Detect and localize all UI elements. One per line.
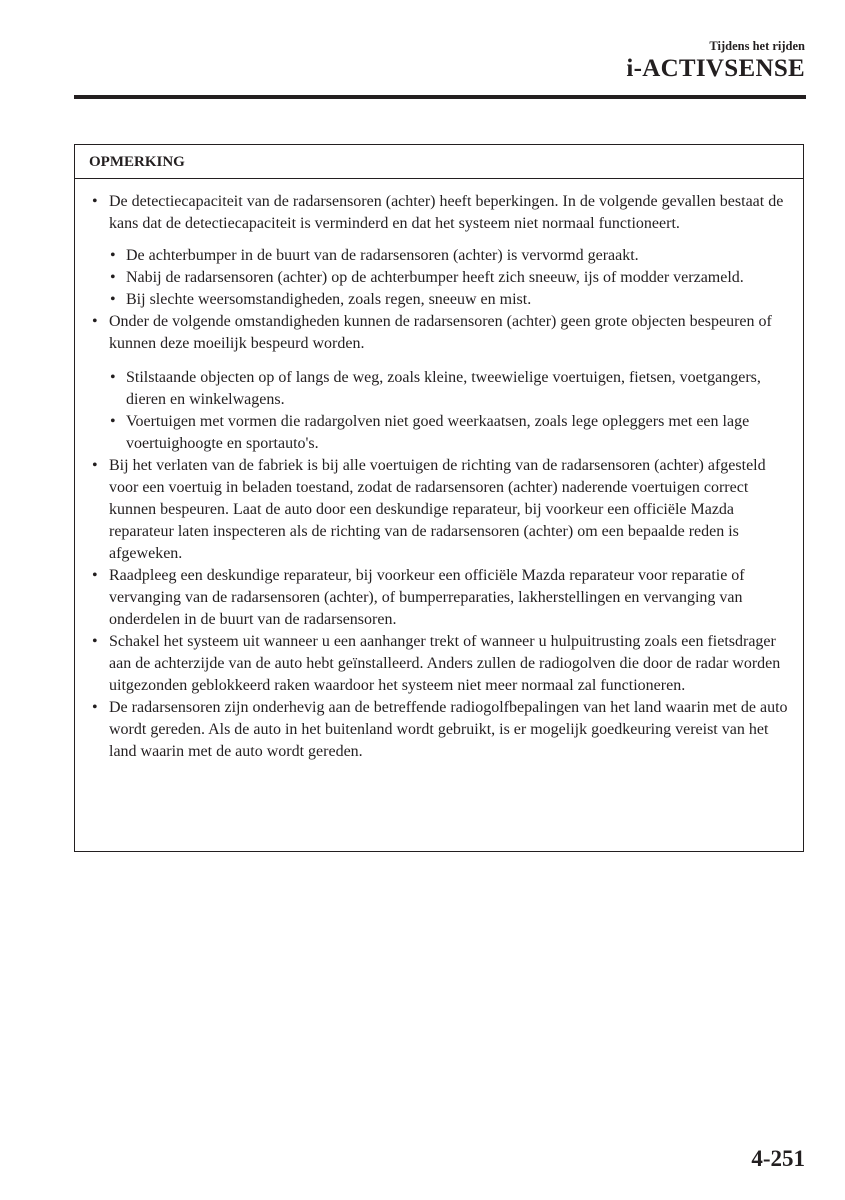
list-item-text: Raadpleeg een deskundige reparateur, bij voorkeur een officiële Mazda reparateur voor reparatie of vervanging van de radarsensoren (achter), of bumperreparaties, lakherstellingen en vervanging van onderdelen in de buurt van de radarsensoren. — [109, 567, 745, 628]
bullet: • — [110, 247, 116, 264]
header-divider — [74, 95, 806, 99]
note-body — [75, 179, 803, 763]
list-item — [87, 565, 791, 631]
bullet: • — [92, 699, 98, 716]
sub-list-item-text: Voertuigen met vormen die radargolven niet goed weerkaatsen, zoals lege opleggers met een lage voertuighoogte en sportauto's. — [126, 413, 750, 452]
note-list — [87, 191, 791, 763]
bullet: • — [110, 369, 116, 386]
bullet: • — [110, 291, 116, 308]
sub-list-item-text: Nabij de radarsensoren (achter) op de achterbumper heeft zich sneeuw, ijs of modder verzameld. — [126, 269, 744, 286]
list-item-text: Bij het verlaten van de fabriek is bij alle voertuigen de richting van de radarsensoren (achter) afgesteld voor een voertuig in beladen toestand, zodat de radarsensoren (achter) naderende voertuigen correct kunnen bespeuren. Laat de auto door een deskundige reparateur, bij voorkeur een officiële Mazda reparateur laten inspecteren als de richting van de radarsensoren (achter) om een bepaalde reden is afgeweken. — [109, 457, 766, 562]
sub-list-item — [109, 411, 791, 455]
sub-list — [109, 367, 791, 455]
list-item — [87, 191, 791, 311]
chapter-title: i-ACTIVSENSE — [626, 55, 805, 82]
bullet: • — [110, 413, 116, 430]
list-item — [87, 697, 791, 763]
note-title: OPMERKING — [75, 145, 803, 179]
bullet: • — [110, 269, 116, 286]
sub-list-item-text: De achterbumper in de buurt van de radarsensoren (achter) is vervormd geraakt. — [126, 247, 639, 264]
bullet: • — [92, 193, 98, 210]
sub-list-item — [109, 367, 791, 411]
sub-list — [109, 245, 791, 311]
note-box — [74, 144, 804, 852]
list-item-text: De detectiecapaciteit van de radarsensoren (achter) heeft beperkingen. In de volgende gevallen bestaat de kans dat de detectiecapaciteit is verminderd en dat het systeem niet normaal functioneert. — [109, 193, 784, 232]
sub-list-item-text: Bij slechte weersomstandigheden, zoals regen, sneeuw en mist. — [126, 291, 532, 308]
list-item — [87, 631, 791, 697]
list-item-text: De radarsensoren zijn onderhevig aan de betreffende radiogolfbepalingen van het land waarin met de auto wordt gereden. Als de auto in het buitenland wordt gebruikt, is er mogelijk goedkeuring vereist van het land waarin met de auto wordt gereden. — [109, 699, 788, 760]
section-label: Tijdens het rijden — [709, 39, 805, 53]
sub-list-item — [109, 267, 791, 289]
sub-list-item-text: Stilstaande objecten op of langs de weg, zoals kleine, tweewielige voertuigen, fietsen, voetgangers, dieren en winkelwagens. — [126, 369, 761, 408]
bullet: • — [92, 567, 98, 584]
sub-list-item — [109, 245, 791, 267]
list-item-text: Onder de volgende omstandigheden kunnen de radarsensoren (achter) geen grote objecten bespeuren of kunnen deze moeilijk bespeurd worden. — [109, 313, 772, 352]
bullet: • — [92, 457, 98, 474]
list-item — [87, 311, 791, 455]
bullet: • — [92, 633, 98, 650]
page-number: 4-251 — [751, 1146, 805, 1171]
sub-list-item — [109, 289, 791, 311]
page-header — [626, 38, 805, 84]
list-item — [87, 455, 791, 565]
bullet: • — [92, 313, 98, 330]
list-item-text: Schakel het systeem uit wanneer u een aanhanger trekt of wanneer u hulpuitrusting zoals een fietsdrager aan de achterzijde van de auto hebt geïnstalleerd. Anders zullen de radiogolven die door de radar worden uitgezonden geblokkeerd raken waardoor het systeem niet meer normaal zal functioneren. — [109, 633, 781, 694]
